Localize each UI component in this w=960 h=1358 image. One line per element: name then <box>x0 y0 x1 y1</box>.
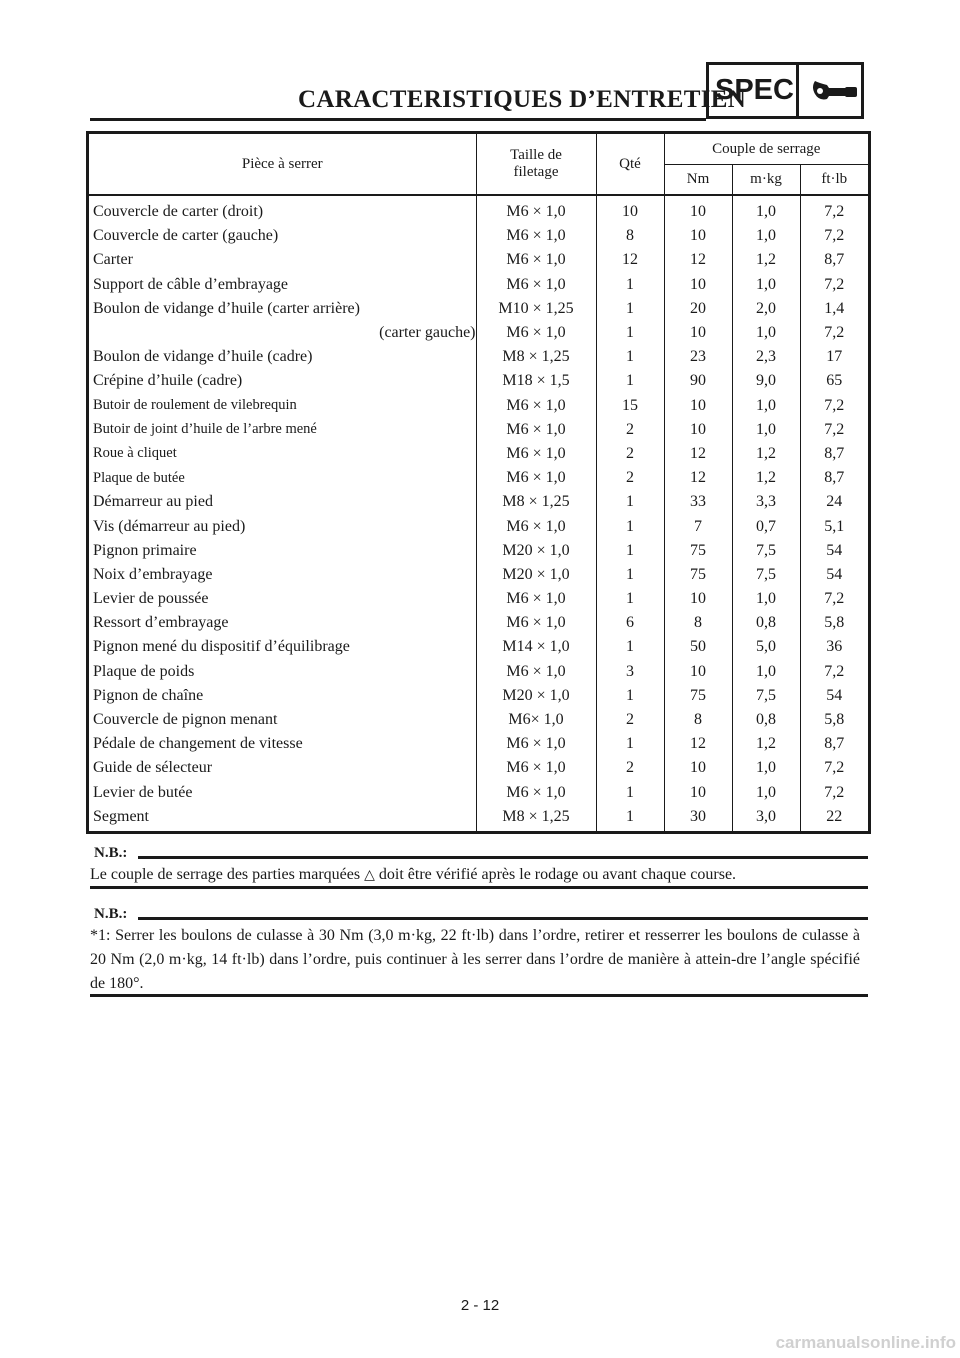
cell-nm: 10 <box>664 587 732 611</box>
cell-nm: 8 <box>664 611 732 635</box>
cell-qty: 1 <box>596 684 664 708</box>
cell-mkg: 1,0 <box>732 195 800 224</box>
cell-mkg: 1,2 <box>732 248 800 272</box>
table-row <box>89 805 868 831</box>
table-row <box>89 394 868 418</box>
cell-thread: M6 × 1,0 <box>476 273 596 297</box>
cell-ftlb: 54 <box>800 563 868 587</box>
cell-nm: 10 <box>664 660 732 684</box>
cell-thread: M6× 1,0 <box>476 708 596 732</box>
cell-qty: 10 <box>596 195 664 224</box>
cell-part: Ressort d’embrayage <box>93 614 229 632</box>
cell-thread: M8 × 1,25 <box>476 345 596 369</box>
cell-thread: M6 × 1,0 <box>476 394 596 418</box>
cell-thread: M8 × 1,25 <box>476 805 596 831</box>
note-2-label: N.B.: <box>94 906 128 922</box>
cell-thread: M6 × 1,0 <box>476 660 596 684</box>
triangle-icon: △ <box>364 867 375 883</box>
table-row <box>89 708 868 732</box>
note-1-text-before: Le couple de serrage des parties marquées <box>90 866 365 883</box>
cell-qty: 1 <box>596 321 664 345</box>
cell-part: Plaque de poids <box>93 662 195 680</box>
cell-thread: M10 × 1,25 <box>476 297 596 321</box>
cell-thread: M14 × 1,0 <box>476 635 596 659</box>
table-row <box>89 418 868 442</box>
spec-label: SPEC <box>715 74 794 106</box>
cell-qty: 2 <box>596 756 664 780</box>
col-header-ftlb: ft·lb <box>800 165 868 196</box>
cell-mkg: 2,3 <box>732 345 800 369</box>
cell-thread: M20 × 1,0 <box>476 563 596 587</box>
cell-part: Roue à cliquet <box>93 445 177 462</box>
table-row <box>89 369 868 393</box>
table-row <box>89 660 868 684</box>
cell-part: Noix d’embrayage <box>93 565 213 583</box>
cell-ftlb: 54 <box>800 684 868 708</box>
cell-mkg: 0,8 <box>732 708 800 732</box>
cell-thread: M6 × 1,0 <box>476 781 596 805</box>
cell-ftlb: 7,2 <box>800 224 868 248</box>
cell-ftlb: 36 <box>800 635 868 659</box>
cell-part: Butoir de joint d’huile de l’arbre mené <box>93 421 317 438</box>
cell-nm: 10 <box>664 224 732 248</box>
wrench-icon <box>809 77 859 107</box>
col-header-torque: Couple de serrage <box>664 134 868 165</box>
cell-mkg: 0,7 <box>732 514 800 538</box>
table-row <box>89 466 868 490</box>
cell-ftlb: 8,7 <box>800 732 868 756</box>
cell-nm: 10 <box>664 781 732 805</box>
cell-nm: 12 <box>664 466 732 490</box>
cell-thread: M6 × 1,0 <box>476 321 596 345</box>
table-row <box>89 684 868 708</box>
note-1-rule <box>138 856 868 859</box>
cell-ftlb: 5,8 <box>800 708 868 732</box>
cell-part: Guide de sélecteur <box>93 759 213 777</box>
cell-part: Levier de butée <box>93 783 193 801</box>
cell-ftlb: 7,2 <box>800 394 868 418</box>
col-header-thread <box>476 134 596 195</box>
cell-nm: 20 <box>664 297 732 321</box>
cell-ftlb: 7,2 <box>800 321 868 345</box>
page-title: CARACTERISTIQUES D’ENTRETIEN <box>298 86 747 113</box>
cell-mkg: 7,5 <box>732 563 800 587</box>
page-number: 2 - 12 <box>460 1297 500 1314</box>
cell-thread: M20 × 1,0 <box>476 539 596 563</box>
cell-qty: 1 <box>596 273 664 297</box>
table-row <box>89 224 868 248</box>
cell-qty: 1 <box>596 635 664 659</box>
cell-nm: 90 <box>664 369 732 393</box>
cell-ftlb: 5,1 <box>800 514 868 538</box>
cell-part: Levier de poussée <box>93 590 209 608</box>
cell-ftlb: 7,2 <box>800 273 868 297</box>
cell-nm: 10 <box>664 418 732 442</box>
cell-part: Pédale de changement de vitesse <box>93 735 303 753</box>
cell-mkg: 1,0 <box>732 273 800 297</box>
torque-spec-table <box>89 134 868 831</box>
note-2-text: *1: Serrer les boulons de culasse à 30 Nm (3,0 m·kg, 22 ft·lb) dans l’ordre, retirer et resserrer les boulons de culasse à 20 Nm (2,0 m·kg, 14 ft·lb) dans l’ordre, puis continuer à les serrer dans l’ordre de manière à attein-dre l’angle spécifié de 180°. <box>90 927 860 992</box>
cell-nm: 7 <box>664 514 732 538</box>
cell-nm: 23 <box>664 345 732 369</box>
cell-qty: 1 <box>596 514 664 538</box>
cell-mkg: 1,0 <box>732 660 800 684</box>
cell-ftlb: 5,8 <box>800 611 868 635</box>
cell-qty: 2 <box>596 442 664 466</box>
cell-part: Plaque de butée <box>93 469 185 486</box>
cell-ftlb: 7,2 <box>800 781 868 805</box>
cell-qty: 1 <box>596 345 664 369</box>
cell-nm: 30 <box>664 805 732 831</box>
cell-mkg: 7,5 <box>732 539 800 563</box>
cell-part: Couvercle de carter (gauche) <box>93 227 279 245</box>
cell-part: Pignon de chaîne <box>93 686 204 704</box>
cell-thread: M6 × 1,0 <box>476 195 596 224</box>
cell-ftlb: 7,2 <box>800 418 868 442</box>
cell-mkg: 1,0 <box>732 418 800 442</box>
cell-part: Couvercle de pignon menant <box>93 711 278 729</box>
cell-ftlb: 7,2 <box>800 195 868 224</box>
note-2-rule <box>138 917 868 920</box>
cell-qty: 2 <box>596 418 664 442</box>
cell-nm: 33 <box>664 490 732 514</box>
cell-nm: 75 <box>664 563 732 587</box>
cell-thread: M6 × 1,0 <box>476 248 596 272</box>
cell-mkg: 1,2 <box>732 442 800 466</box>
cell-part: Support de câble d’embrayage <box>93 275 289 293</box>
cell-thread: M6 × 1,0 <box>476 442 596 466</box>
cell-ftlb: 1,4 <box>800 297 868 321</box>
note-1-label: N.B.: <box>94 845 128 861</box>
cell-part: Crépine d’huile (cadre) <box>93 372 243 390</box>
cell-nm: 10 <box>664 756 732 780</box>
table-row <box>89 321 868 345</box>
cell-mkg: 0,8 <box>732 611 800 635</box>
cell-part: Couvercle de carter (droit) <box>93 203 264 221</box>
cell-nm: 75 <box>664 539 732 563</box>
cell-mkg: 5,0 <box>732 635 800 659</box>
cell-mkg: 1,0 <box>732 321 800 345</box>
cell-mkg: 3,3 <box>732 490 800 514</box>
cell-qty: 1 <box>596 587 664 611</box>
table-row <box>89 587 868 611</box>
cell-part: Vis (démarreur au pied) <box>93 517 246 535</box>
cell-qty: 2 <box>596 466 664 490</box>
col-header-thread-line1: Taille de <box>510 147 562 163</box>
cell-part: Démarreur au pied <box>93 493 213 511</box>
cell-mkg: 2,0 <box>732 297 800 321</box>
note-2 <box>90 906 868 1000</box>
col-header-mkg: m·kg <box>732 165 800 196</box>
cell-qty: 1 <box>596 297 664 321</box>
cell-nm: 12 <box>664 732 732 756</box>
cell-ftlb: 65 <box>800 369 868 393</box>
cell-part: Butoir de roulement de vilebrequin <box>93 397 297 414</box>
cell-mkg: 3,0 <box>732 805 800 831</box>
cell-thread: M6 × 1,0 <box>476 514 596 538</box>
col-header-nm: Nm <box>664 165 732 196</box>
cell-qty: 1 <box>596 539 664 563</box>
cell-mkg: 1,2 <box>732 466 800 490</box>
spec-badge <box>706 62 864 119</box>
cell-nm: 10 <box>664 321 732 345</box>
cell-part: (carter gauche) <box>379 324 476 342</box>
cell-mkg: 1,0 <box>732 756 800 780</box>
cell-part: Boulon de vidange d’huile (cadre) <box>93 348 313 366</box>
cell-thread: M6 × 1,0 <box>476 587 596 611</box>
cell-ftlb: 24 <box>800 490 868 514</box>
table-row <box>89 514 868 538</box>
cell-qty: 6 <box>596 611 664 635</box>
col-header-qty: Qté <box>596 134 664 195</box>
cell-thread: M6 × 1,0 <box>476 466 596 490</box>
cell-part: Segment <box>93 807 149 825</box>
cell-nm: 10 <box>664 273 732 297</box>
watermark: carmanualsonline.info <box>775 1333 956 1352</box>
cell-ftlb: 54 <box>800 539 868 563</box>
cell-qty: 3 <box>596 660 664 684</box>
note-2-bottom-rule <box>90 994 868 997</box>
cell-ftlb: 8,7 <box>800 466 868 490</box>
cell-qty: 15 <box>596 394 664 418</box>
cell-qty: 1 <box>596 781 664 805</box>
table-row <box>89 490 868 514</box>
cell-mkg: 1,0 <box>732 394 800 418</box>
note-1-text-after: doit être vérifié après le rodage ou avant chaque course. <box>374 866 737 883</box>
cell-nm: 75 <box>664 684 732 708</box>
table-row <box>89 611 868 635</box>
cell-nm: 10 <box>664 195 732 224</box>
cell-nm: 10 <box>664 394 732 418</box>
cell-ftlb: 7,2 <box>800 587 868 611</box>
cell-mkg: 9,0 <box>732 369 800 393</box>
table-row <box>89 273 868 297</box>
table-row <box>89 756 868 780</box>
table-row <box>89 539 868 563</box>
cell-part: Pignon mené du dispositif d’équilibrage <box>93 638 350 656</box>
cell-ftlb: 7,2 <box>800 660 868 684</box>
cell-qty: 12 <box>596 248 664 272</box>
cell-mkg: 1,0 <box>732 587 800 611</box>
cell-thread: M20 × 1,0 <box>476 684 596 708</box>
cell-mkg: 1,2 <box>732 732 800 756</box>
cell-nm: 12 <box>664 442 732 466</box>
cell-part: Carter <box>93 251 133 269</box>
cell-ftlb: 8,7 <box>800 248 868 272</box>
cell-thread: M6 × 1,0 <box>476 418 596 442</box>
cell-qty: 2 <box>596 708 664 732</box>
table-row <box>89 732 868 756</box>
cell-mkg: 1,0 <box>732 224 800 248</box>
cell-part: Boulon de vidange d’huile (carter arrière) <box>93 299 360 317</box>
cell-thread: M8 × 1,25 <box>476 490 596 514</box>
table-row <box>89 345 868 369</box>
cell-mkg: 7,5 <box>732 684 800 708</box>
cell-ftlb: 22 <box>800 805 868 831</box>
cell-nm: 8 <box>664 708 732 732</box>
cell-qty: 1 <box>596 805 664 831</box>
cell-qty: 1 <box>596 563 664 587</box>
cell-ftlb: 17 <box>800 345 868 369</box>
cell-qty: 8 <box>596 224 664 248</box>
cell-thread: M6 × 1,0 <box>476 732 596 756</box>
cell-nm: 50 <box>664 635 732 659</box>
table-row <box>89 195 868 224</box>
badge-divider <box>796 65 799 116</box>
cell-qty: 1 <box>596 369 664 393</box>
table-row <box>89 563 868 587</box>
table-row <box>89 248 868 272</box>
cell-part: Pignon primaire <box>93 541 197 559</box>
cell-thread: M6 × 1,0 <box>476 224 596 248</box>
table-row <box>89 442 868 466</box>
note-1 <box>90 845 868 893</box>
cell-ftlb: 7,2 <box>800 756 868 780</box>
cell-thread: M6 × 1,0 <box>476 756 596 780</box>
col-header-part: Pièce à serrer <box>241 155 323 172</box>
title-underline <box>90 118 706 121</box>
table-row <box>89 635 868 659</box>
cell-thread: M6 × 1,0 <box>476 611 596 635</box>
cell-nm: 12 <box>664 248 732 272</box>
table-row <box>89 297 868 321</box>
table-row <box>89 781 868 805</box>
col-header-thread-line2: filetage <box>513 164 559 180</box>
table-body <box>89 195 868 831</box>
cell-thread: M18 × 1,5 <box>476 369 596 393</box>
cell-mkg: 1,0 <box>732 781 800 805</box>
cell-qty: 1 <box>596 490 664 514</box>
cell-ftlb: 8,7 <box>800 442 868 466</box>
note-1-text <box>90 863 860 887</box>
cell-qty: 1 <box>596 732 664 756</box>
note-1-bottom-rule <box>90 886 868 889</box>
